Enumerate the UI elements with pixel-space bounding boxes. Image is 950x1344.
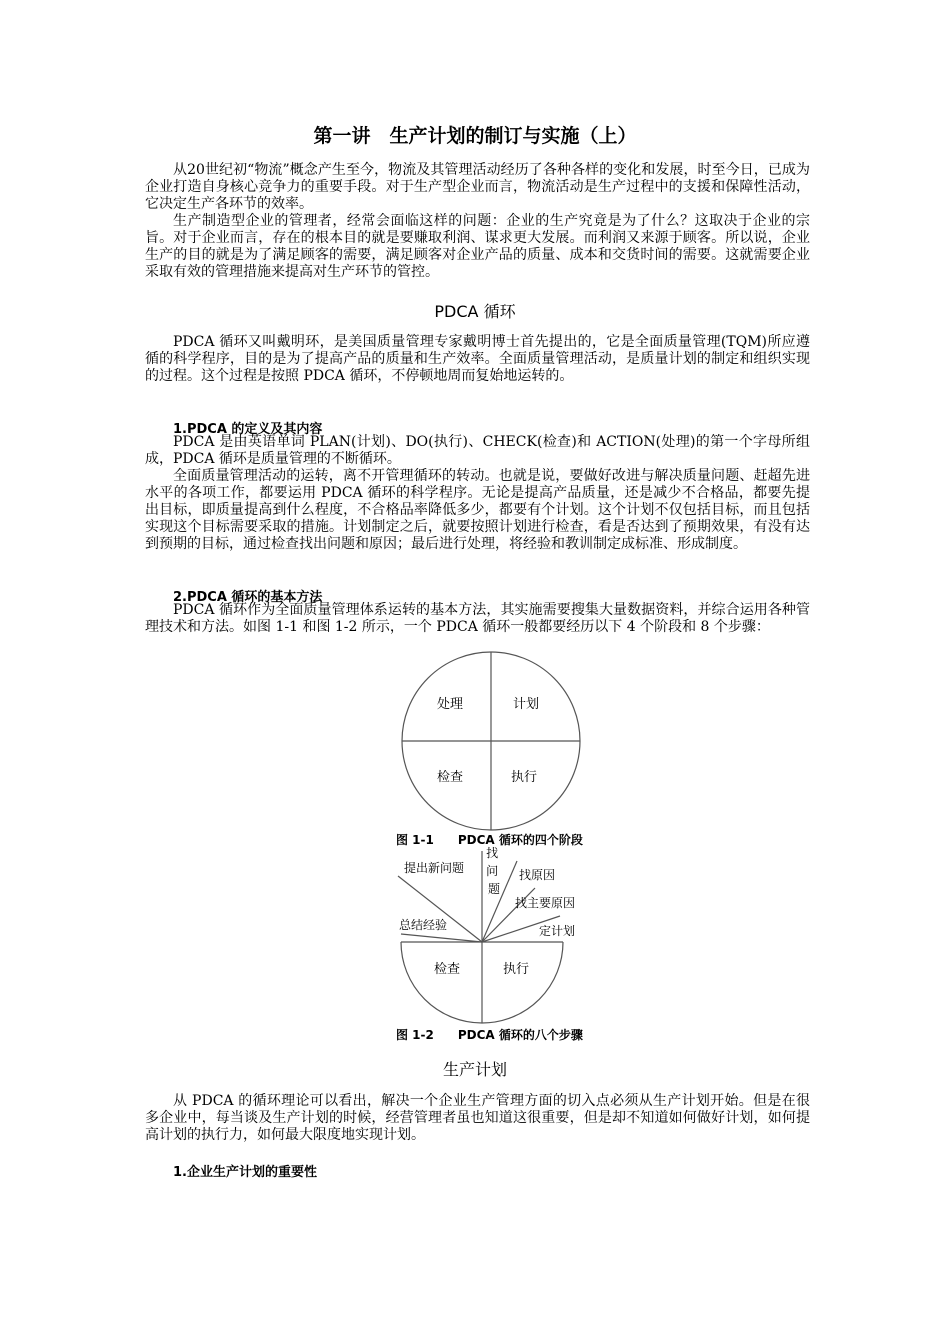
fig2-step-check: 检查 xyxy=(433,962,461,977)
fig1-quadrant-plan: 计划 xyxy=(512,697,540,712)
fig1-quadrant-do: 执行 xyxy=(510,770,538,785)
pdca-method-heading: 2.PDCA 循环的基本方法 xyxy=(173,590,323,605)
pdca-definition-paragraph-1: PDCA 是由英语单词 PLAN(计划)、DO(执行)、CHECK(检查)和 ACTION(处理)的第一个字母所组成，PDCA 循环是质量管理的不断循环。 xyxy=(145,434,810,467)
fig2-ray-new-problem xyxy=(398,876,482,942)
production-plan-paragraph: 从 PDCA 的循环理论可以看出，解决一个企业生产管理方面的切入点必须从生产计划开始。但是在很多企业中，每当谈及生产计划的时候，经营管理者虽也知道这很重要，但是却不知道如何做好计划，如何提高计划的执行力，如何最大限度地实现计划。 xyxy=(145,1093,810,1143)
intro-paragraph-2: 生产制造型企业的管理者，经常会面临这样的问题：企业的生产究竟是为了什么？这取决于企业的宗旨。对于企业而言，存在的根本目的就是要赚取利润、谋求更大发展。而利润又来源于顾客。所以说，企业生产的目的就是为了满足顾客的需要，满足顾客对企业产品的质量、成本和交货时间的需要。这就需要企业采取有效的管理措施来提高对生产环节的管控。 xyxy=(145,213,810,280)
fig2-step-execute: 执行 xyxy=(502,962,530,977)
fig1-quadrant-check: 检查 xyxy=(436,770,464,785)
fig2-step-find-cause: 找原因 xyxy=(519,868,556,882)
figure-1-1-caption: 图 1-1 PDCA 循环的四个阶段 xyxy=(396,833,583,847)
fig2-step-propose-new-problem: 提出新问题 xyxy=(404,861,465,875)
pdca-definition-paragraph-2: 全面质量管理活动的运转，离不开管理循环的转动。也就是说，要做好改进与解决质量问题、赶超先进水平的各项工作，都要运用 PDCA 循环的科学程序。无论是提高产品质量，还是减少不合格品，都要先提出目标，即质量提高到什么程度，不合格品率降低多少，都要有个计划。这个计划不仅包括目标，而且包括实现这个目标需要采取的措施。计划制定之后，就要按照计划进行检查，看是否达到了预期效果，有没有达到预期的目标，通过检查找出问题和原因；最后进行处理，将经验和教训制定成标准、形成制度。 xyxy=(145,468,810,552)
pdca-definition-heading: 1.PDCA 的定义及其内容 xyxy=(173,422,323,437)
fig2-step-find-main-cause: 找主要原因 xyxy=(515,896,576,910)
pdca-intro-paragraph: PDCA 循环又叫戴明环，是美国质量管理专家戴明博士首先提出的，它是全面质量管理(TQM)所应遵循的科学程序，目的是为了提高产品的质量和生产效率。全面质量管理活动，是质量计划的制定和组织实现的过程。这个过程是按照 PDCA 循环，不停顿地周而复始地运转的。 xyxy=(145,334,810,384)
figure-1-2-caption: 图 1-2 PDCA 循环的八个步骤 xyxy=(396,1028,583,1042)
document-title: 第一讲 生产计划的制订与实施（上） xyxy=(313,125,637,147)
fig2-step-find-problem xyxy=(486,845,502,896)
intro-paragraph-1: 从20世纪初“物流”概念产生至今，物流及其管理活动经历了各种各样的变化和发展，时至今日，已成为企业打造自身核心竞争力的重要手段。对于生产型企业而言，物流活动是生产过程中的支援和保障性活动，它决定生产各环节的效率。 xyxy=(145,162,810,212)
fig2-find-problem-char-3: 题 xyxy=(487,882,501,896)
production-plan-importance-heading: 1.企业生产计划的重要性 xyxy=(173,1165,317,1180)
fig2-step-make-plan: 定计划 xyxy=(539,924,576,938)
pdca-method-paragraph: PDCA 循环作为全面质量管理体系运转的基本方法，其实施需要搜集大量数据资料，并综合运用各种管理技术和方法。如图 1-1 和图 1-2 所示，一个 PDCA 循环一般都要经历以下 4 个阶段和 8 个步骤： xyxy=(145,602,810,635)
production-plan-heading: 生产计划 xyxy=(442,1060,507,1079)
pdca-heading: PDCA 循环 xyxy=(434,302,516,321)
fig2-ray-summary xyxy=(401,934,482,942)
fig1-quadrant-action: 处理 xyxy=(436,697,464,712)
fig2-step-summarize: 总结经验 xyxy=(399,918,448,932)
fig2-find-problem-char-1: 找 xyxy=(486,846,499,860)
fig2-find-problem-char-2: 问 xyxy=(486,864,499,878)
